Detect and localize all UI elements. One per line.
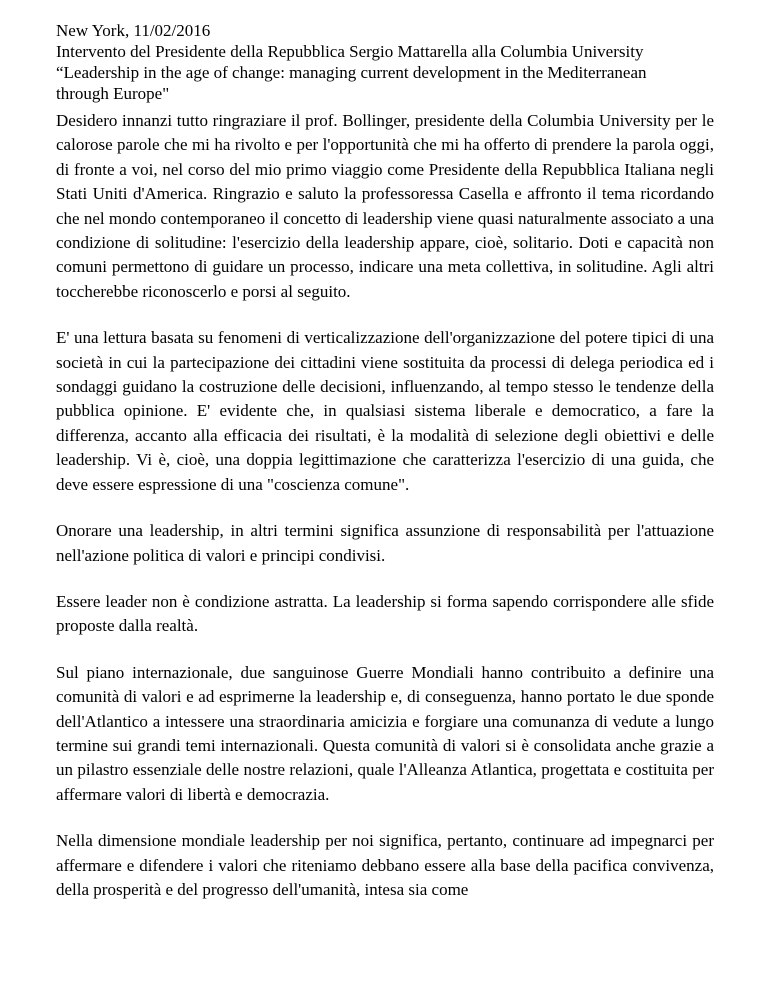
paragraph-3: Onorare una leadership, in altri termini significa assunzione di responsabilità per l'attuazione nell'azione politica di valori e principi condivisi.: [56, 521, 714, 565]
speech-title-line-2: through Europe": [56, 84, 170, 103]
speech-title-line-1: “Leadership in the age of change: managing current development in the Mediterranean: [56, 63, 647, 82]
paragraph-2: E' una lettura basata su fenomeni di verticalizzazione dell'organizzazione del potere tipici di una società in cui la partecipazione dei cittadini viene sostituita da processi di delega periodica ed i sondaggi guidano la costruzione delle decisioni, influenzando, al tempo stesso le tendenze della pubblica opinione. E' evidente che, in qualsiasi sistema liberale e democratico, a fare la differenza, accanto alla efficacia dei risultati, è la modalità di selezione degli obiettivi e delle leadership. Vi è, cioè, una doppia legittimazione che caratterizza l'esercizio di una guida, che deve essere espressione di una "coscienza comune".: [56, 328, 714, 494]
paragraph-6: Nella dimensione mondiale leadership per noi significa, pertanto, continuare ad impegnarci per affermare e difendere i valori che riteniamo debbano essere alla base della pacifica convivenza, della prosperità e del progresso dell'umanità, intesa sia come: [56, 831, 714, 899]
dateline: New York, 11/02/2016: [56, 21, 211, 40]
paragraph-1: Desidero innanzi tutto ringraziare il prof. Bollinger, presidente della Columbia University per le calorose parole che mi ha rivolto e per l'opportunità che mi ha offerto di prendere la parola oggi, di fronte a voi, nel corso del mio primo viaggio come Presidente della Repubblica Italiana negli Stati Uniti d'America. Ringrazio e saluto la professoressa Casella e affronto il tema ricordando che nel mondo contemporaneo il concetto di leadership viene quasi naturalmente associato a una condizione di solitudine: l'esercizio della leadership appare, cioè, solitario. Doti e capacità non comuni permettono di guidare un processo, indicare una meta collettiva, in solitudine. Agli altri toccherebbe riconoscerlo e porsi al seguito.: [56, 111, 714, 301]
document-header: [56, 20, 714, 104]
paragraph-4: Essere leader non è condizione astratta. La leadership si forma sapendo corrispondere alle sfide proposte dalla realtà.: [56, 591, 714, 636]
speech-subtitle: Intervento del Presidente della Repubblica Sergio Mattarella alla Columbia University: [56, 42, 644, 61]
document-page: [56, 20, 714, 902]
paragraph-5: Sul piano internazionale, due sanguinose Guerre Mondiali hanno contribuito a definire una comunità di valori e ad esprimerne la leadership e, di conseguenza, hanno portato le due sponde dell'Atlantico a intessere una straordinaria amicizia e forgiare una comunanza di vedute a lungo termine sui grandi temi internazionali. Questa comunità di valori si è consolidata anche grazie a un pilastro essenziale delle nostre relazioni, quale l'Alleanza Atlantica, progettata e costituita per affermare valori di libertà e democrazia.: [56, 662, 714, 804]
